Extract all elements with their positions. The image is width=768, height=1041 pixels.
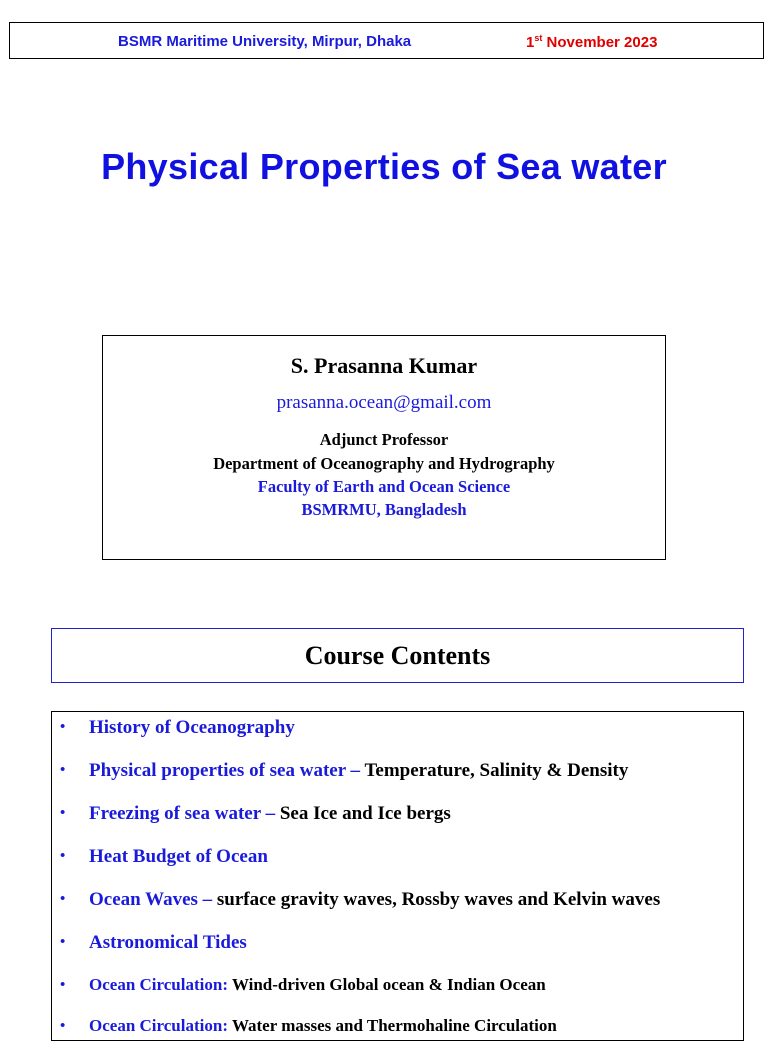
author-name: S. Prasanna Kumar <box>290 353 478 378</box>
page-title: Physical Properties of Sea water <box>101 146 667 187</box>
list-item-detail: Sea Ice and Ice bergs <box>279 803 451 824</box>
header-date <box>526 33 657 51</box>
course-list <box>51 711 744 1041</box>
list-item-detail: Temperature, Salinity & Density <box>364 760 629 781</box>
list-item-detail: surface gravity waves, Rossby waves and Kelvin waves <box>216 889 661 910</box>
header-institution: BSMR Maritime University, Mirpur, Dhaka <box>118 33 412 50</box>
author-email[interactable]: prasanna.ocean@gmail.com <box>276 392 492 413</box>
header-box <box>9 22 764 59</box>
list-item-detail: Wind-driven Global ocean & Indian Ocean <box>231 975 546 994</box>
list-item-topic: Astronomical Tides <box>89 932 247 953</box>
bullet: • <box>60 719 66 735</box>
bullet: • <box>60 762 66 778</box>
bullet: • <box>60 891 66 907</box>
author-box <box>102 335 666 560</box>
list-item-topic: History of Oceanography <box>89 717 295 738</box>
bullet: • <box>60 934 66 950</box>
bullet: • <box>60 848 66 864</box>
course-heading-box <box>51 628 744 683</box>
list-item-topic: Ocean Circulation: <box>89 1016 232 1035</box>
bullet: • <box>60 805 66 821</box>
author-position: Adjunct Professor <box>319 430 449 449</box>
list-item-topic: Physical properties of sea water – <box>89 760 365 781</box>
date-rest: November 2023 <box>542 34 658 51</box>
author-faculty: Faculty of Earth and Ocean Science <box>257 477 511 496</box>
date-suffix: st <box>534 33 543 43</box>
author-department: Department of Oceanography and Hydrography <box>213 454 555 473</box>
list-item-detail: Water masses and Thermohaline Circulation <box>231 1016 557 1035</box>
bullet: • <box>60 977 66 993</box>
list-item-topic: Heat Budget of Ocean <box>89 846 268 867</box>
list-item-topic: Ocean Circulation: <box>89 975 232 994</box>
list-item-topic: Ocean Waves – <box>89 889 217 910</box>
course-heading: Course Contents <box>304 641 491 670</box>
date-day: 1 <box>526 34 535 51</box>
bullet: • <box>60 1018 66 1034</box>
author-university: BSMRMU, Bangladesh <box>301 500 467 519</box>
list-item-topic: Freezing of sea water – <box>89 803 280 824</box>
